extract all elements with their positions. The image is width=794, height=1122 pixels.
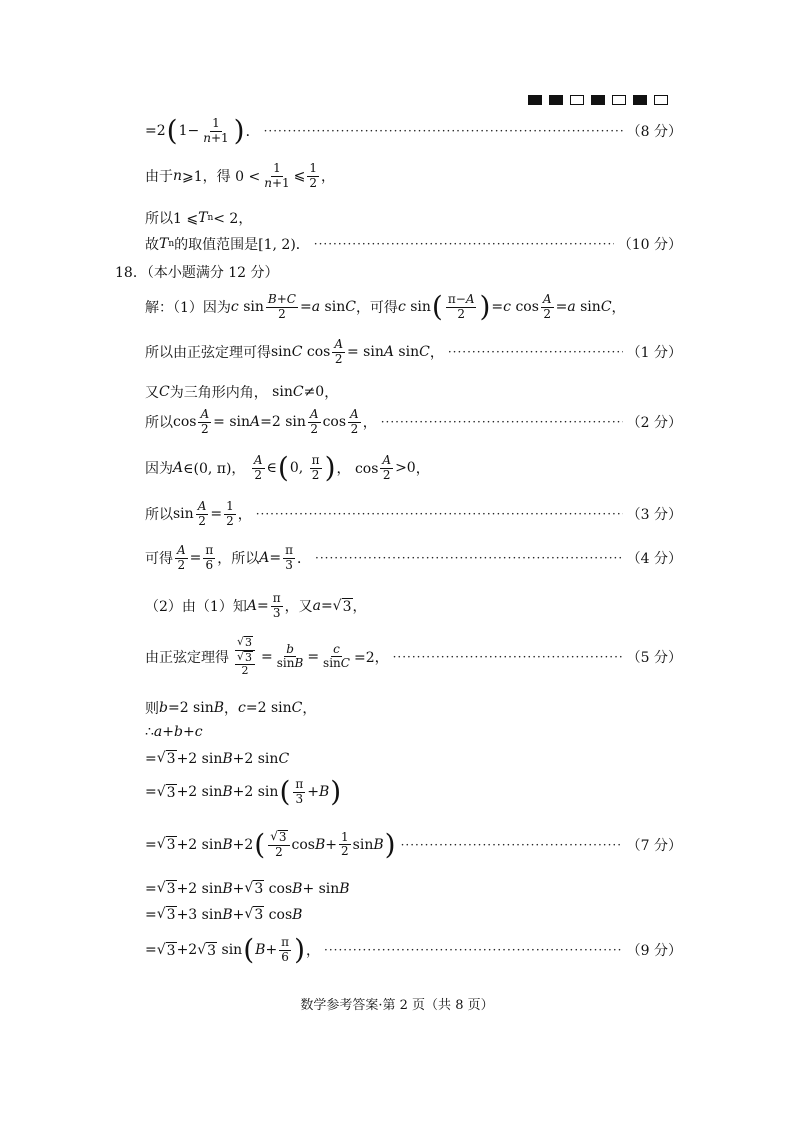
line-12: （2）由（1）知 A = $\frac{\pi}{3}$ ，又 a = √ 3 ， [145, 591, 367, 620]
line-3: 所以1 ⩽ T n < 2， [145, 210, 253, 227]
line-15: ∴ a + b + c [145, 724, 203, 740]
leader-dots [264, 124, 623, 138]
square-mark [549, 95, 563, 105]
leader-dots [256, 507, 623, 521]
leader-dots [315, 551, 623, 565]
square-mark [570, 95, 584, 105]
square-mark [654, 95, 668, 105]
line-5: 解：（1）因为 c sin $\frac{B+C}{2}$ = a sin C ，可得 c sin ( $\frac{\pi-A}{2}$ ) = c cos $\frac{A}{2}$ = a sin C ， [145, 290, 626, 324]
square-mark [612, 95, 626, 105]
line-13: 由正弦定理得 √ 3 √ 3 2 = $\frac{b}{\sin B}$ = $\frac{c}{\sin C}$ =2， ····· （5 分） [145, 636, 682, 678]
line-10: 所以 sin $\frac{A}{2}$ = $\frac{1}{2}$ ， ····· （3 分） [145, 500, 682, 529]
line-7: 又 C 为三角形内角， sin C ≠0 ， [145, 384, 339, 401]
score: （9 分） [626, 943, 682, 960]
score: （7 分） [626, 837, 682, 854]
score: （1 分） [626, 345, 682, 362]
leader-dots [401, 838, 623, 852]
leader-dots [381, 415, 623, 429]
line-6: 所以由正弦定理可得 sin C cos $\frac{A}{2}$ = sin A sin C ， ····· （1 分） [145, 338, 682, 367]
line-1: =2 ( 1− $\frac{1}{n+1}$ ) ． ····· （8 分） [145, 117, 682, 146]
line-21: = √ 3 +2 √ 3 sin ( B + $\frac{\pi}{6}$ ) ， ····· （9 分） [145, 936, 682, 965]
leader-dots [393, 650, 623, 664]
line-9: 因为 A ∈(0, π)， $\frac{A}{2}$ ∈ ( 0, $\frac{\pi}{2}$ ) ， cos $\frac{A}{2}$ >0 ， [145, 451, 430, 485]
question-18-header: 18．（本小题满分 12 分） [115, 265, 279, 281]
line-18: = √ 3 +2 sin B +2 ( √ 3 2 cos B + $\frac{1}{2}$ sin B ) ····· （7 分） [145, 830, 682, 860]
line-11: 可得 $\frac{A}{2}$ = $\frac{\pi}{6}$ ，所以 A = $\frac{\pi}{3}$ ． ····· （4 分） [145, 544, 682, 573]
square-mark [528, 95, 542, 105]
line-8: 所以 cos $\frac{A}{2}$ = sin A =2 sin $\frac{A}{2}$ cos $\frac{A}{2}$ ， ····· （2 分） [145, 408, 682, 437]
line-2: 由于 n ⩾1，得 0 < $\frac{1}{n+1}$ ⩽ $\frac{1}{2}$ ， [145, 161, 336, 190]
score: （3 分） [626, 507, 682, 524]
leader-dots [448, 345, 623, 359]
header-squares [528, 95, 668, 105]
square-mark [633, 95, 647, 105]
line-17: = √ 3 +2 sin B +2 sin ( $\frac{\pi}{3}$ + B ) [145, 775, 342, 809]
score: （4 分） [626, 551, 682, 568]
score: （8 分） [626, 124, 682, 141]
line-14: 则 b =2 sin B ， c =2 sin C ， [145, 700, 317, 717]
square-mark [591, 95, 605, 105]
page-footer: 数学参考答案·第 2 页（共 8 页） [300, 998, 494, 1013]
leader-dots [324, 943, 623, 957]
line-16: = √ 3 +2 sin B +2 sin C [145, 750, 290, 767]
score: （2 分） [626, 415, 682, 432]
line-4: 故 T n 的取值范围是[1, 2)． ····· （10 分） [145, 234, 682, 254]
line-20: = √ 3 +3 sin B + √ 3 cos B [145, 906, 303, 923]
score: （5 分） [626, 649, 682, 666]
line-19: = √ 3 +2 sin B + √ 3 cos B + sin B [145, 880, 350, 897]
leader-dots [314, 237, 614, 251]
score: （10 分） [617, 237, 682, 253]
